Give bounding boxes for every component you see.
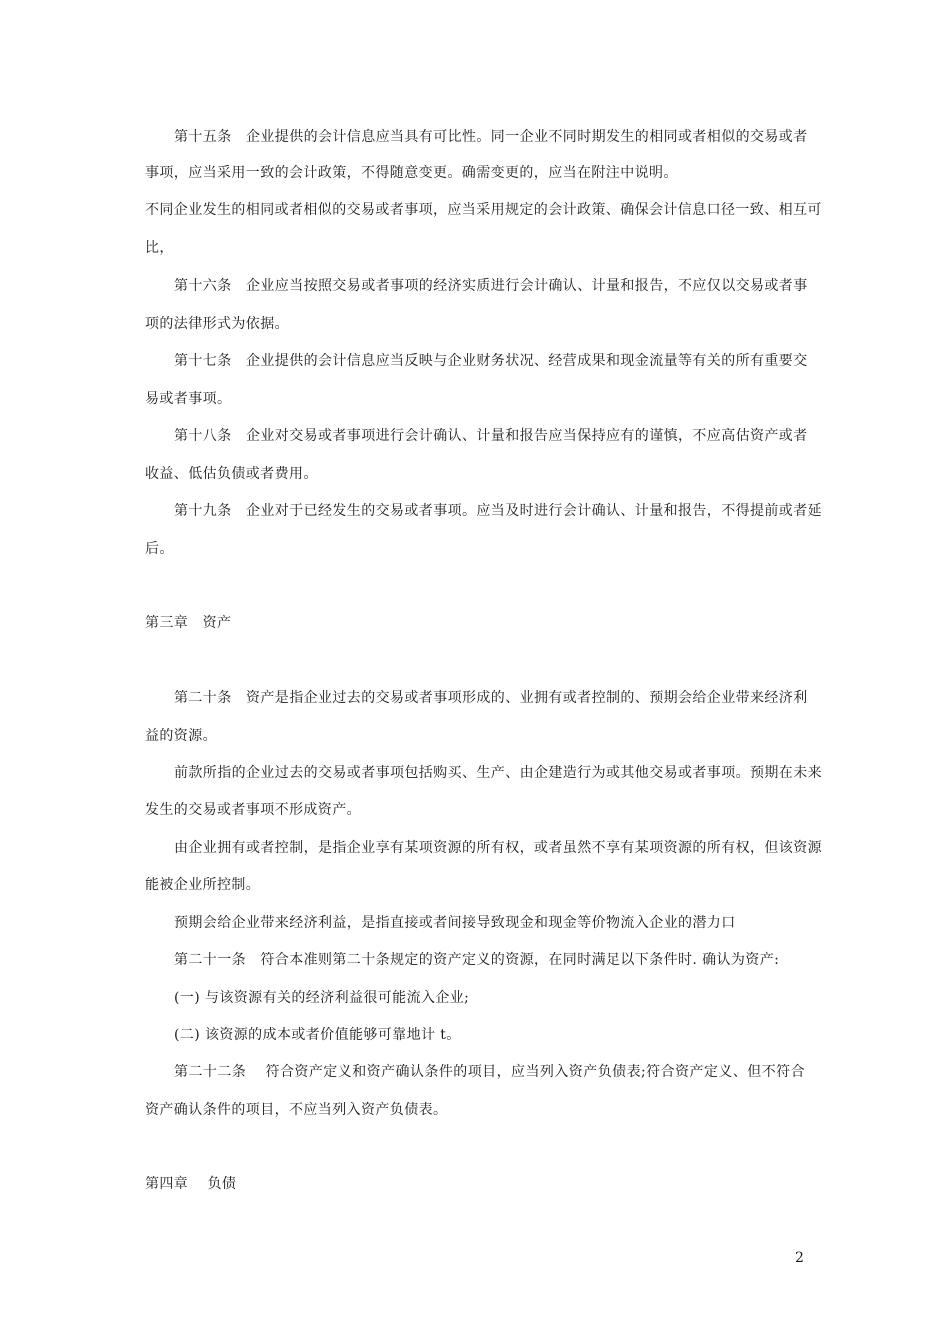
article-16-line-1: 第十六条 企业应当按照交易或者事项的经济实质进行会计确认、计量和报告，不应仅以交易或者事 [174,278,808,294]
article-21-line-1: 第二十一条 符合本准则第二十条规定的资产定义的资源，在同时满足以下条件时. 确认为资产: [174,952,780,968]
paragraph-line-1: 前款所指的企业过去的交易或者事项包括购买、生产、由企建造行为或其他交易或者事项。预期在未来 [174,765,822,781]
article-19-line-1: 第十九条 企业对于已经发生的交易或者事项。应当及时进行会计确认、计量和报告，不得提前或者延 [174,503,822,519]
chapter-3-heading: 第三章 资产 [145,615,232,631]
article-18-line-2: 收益、低估负债或者费用。 [145,466,318,482]
paragraph-line-3: 由企业拥有或者控制，是指企业享有某项资源的所有权，或者虽然不享有某项资源的所有权，但该资源 [174,840,822,856]
article-15-line-1: 第十五条 企业提供的会计信息应当具有可比性。同一企业不同时期发生的相同或者相似的交易或者 [174,129,808,145]
paragraph-line-5: 预期会给企业带来经济利益，是指直接或者间接导致现金和现金等价物流入企业的潜力口 [174,915,736,931]
paragraph-line-2: 发生的交易或者事项不形成资产。 [145,802,361,818]
article-22-line-2: 资产确认条件的项目，不应当列入资产负债表。 [145,1102,448,1118]
article-18-line-1: 第十八条 企业对交易或者事项进行会计确认、计量和报告应当保持应有的谨慎，不应高估资产或者 [174,428,808,444]
chapter-4-heading: 第四章 负债 [145,1176,237,1192]
article-16-line-2: 项的法律形式为依据。 [145,316,289,332]
condition-1: (一) 与该资源有关的经济利益很可能流入企业; [174,990,470,1006]
article-15-line-2: 事项，应当采用一致的会计政策，不得随意变更。确需变更的，应当在附注中说明。 [145,165,678,181]
article-20-line-2: 益的资源。 [145,728,217,744]
article-20-line-1: 第二十条 资产是指企业过去的交易或者事项形成的、业拥有或者控制的、预期会给企业带来经济利 [174,690,808,706]
article-19-line-2: 后。 [145,541,174,557]
paragraph-line-4: 能被企业所控制。 [145,877,261,893]
article-17-line-2: 易或者事项。 [145,391,232,407]
article-22-line-1: 第二十二条 符合资产定义和资产确认条件的项目，应当列入资产负债表;符合资产定义、但不符合 [174,1064,805,1080]
article-17-line-1: 第十七条 企业提供的会计信息应当反映与企业财务状况、经营成果和现金流量等有关的所有重要交 [174,353,808,369]
article-15-line-3: 不同企业发生的相同或者相似的交易或者事项，应当采用规定的会计政策、确保会计信息口径一致、相互可 [145,202,822,218]
condition-2: (二) 该资源的成本或者价值能够可靠地计 t。 [174,1027,461,1043]
page-number: 2 [795,1250,804,1266]
article-15-line-4: 比， [145,240,174,256]
